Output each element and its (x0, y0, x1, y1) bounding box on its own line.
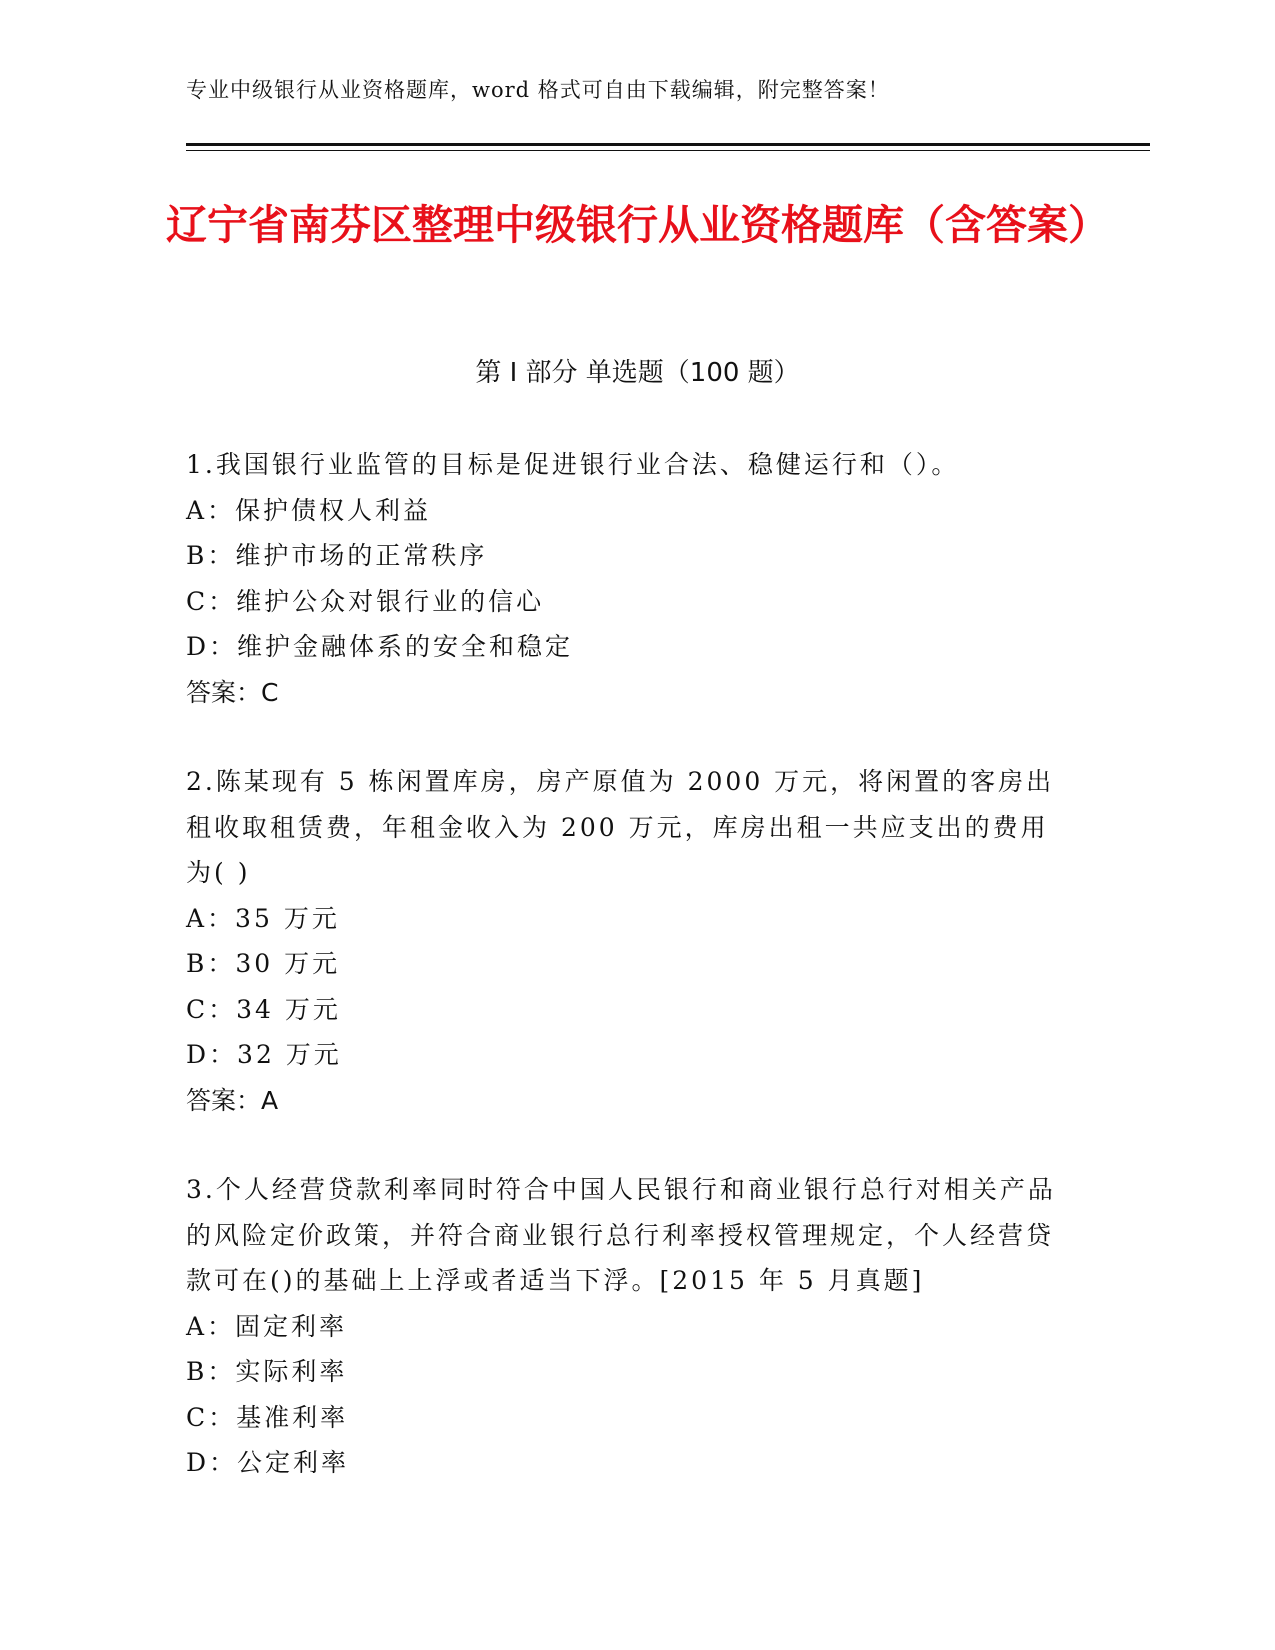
option-b: B：实际利率 (186, 1357, 348, 1386)
header-note: 专业中级银行从业资格题库，word 格式可自由下载编辑，附完整答案！ (186, 78, 890, 102)
question-stem: 3.个人经营贷款利率同时符合中国人民银行和商业银行总行对相关产品的风险定价政策，并符合商业银行总行利率授权管理规定，个人经营贷款可在()的基础上上浮或者适当下浮。[2015 年 5 月真题] (186, 1175, 1056, 1295)
answer: 答案：A (186, 1085, 279, 1115)
option-a: A：保护债权人利益 (186, 495, 432, 525)
question-list (186, 442, 1076, 1530)
header-rule-thick (186, 143, 1150, 146)
option-a: A：固定利率 (186, 1311, 348, 1341)
header-rule-thin (186, 150, 1150, 151)
option-c: C：34 万元 (186, 994, 341, 1024)
option-b: B：维护市场的正常秩序 (186, 541, 488, 570)
question-3 (186, 1167, 1076, 1486)
question-2 (186, 759, 1076, 1123)
question-stem: 1.我国银行业监管的目标是促进银行业合法、稳健运行和（）。 (186, 450, 960, 479)
document-title: 辽宁省南芬区整理中级银行从业资格题库（含答案） (166, 201, 1109, 249)
section-title: 第 I 部分 单选题（100 题） (475, 358, 800, 388)
option-d: D：维护金融体系的安全和稳定 (186, 632, 574, 661)
option-b: B：30 万元 (186, 949, 341, 978)
option-c: C：基准利率 (186, 1402, 349, 1432)
option-d: D：32 万元 (186, 1040, 342, 1069)
option-c: C：维护公众对银行业的信心 (186, 586, 545, 616)
question-1 (186, 442, 1076, 715)
option-a: A：35 万元 (186, 903, 340, 933)
answer: 答案：C (186, 677, 279, 707)
option-d: D：公定利率 (186, 1448, 350, 1477)
question-stem: 2.陈某现有 5 栋闲置库房，房产原值为 2000 万元，将闲置的客房出租收取租赁费，年租金收入为 200 万元，库房出租一共应支出的费用为( ) (186, 767, 1055, 887)
